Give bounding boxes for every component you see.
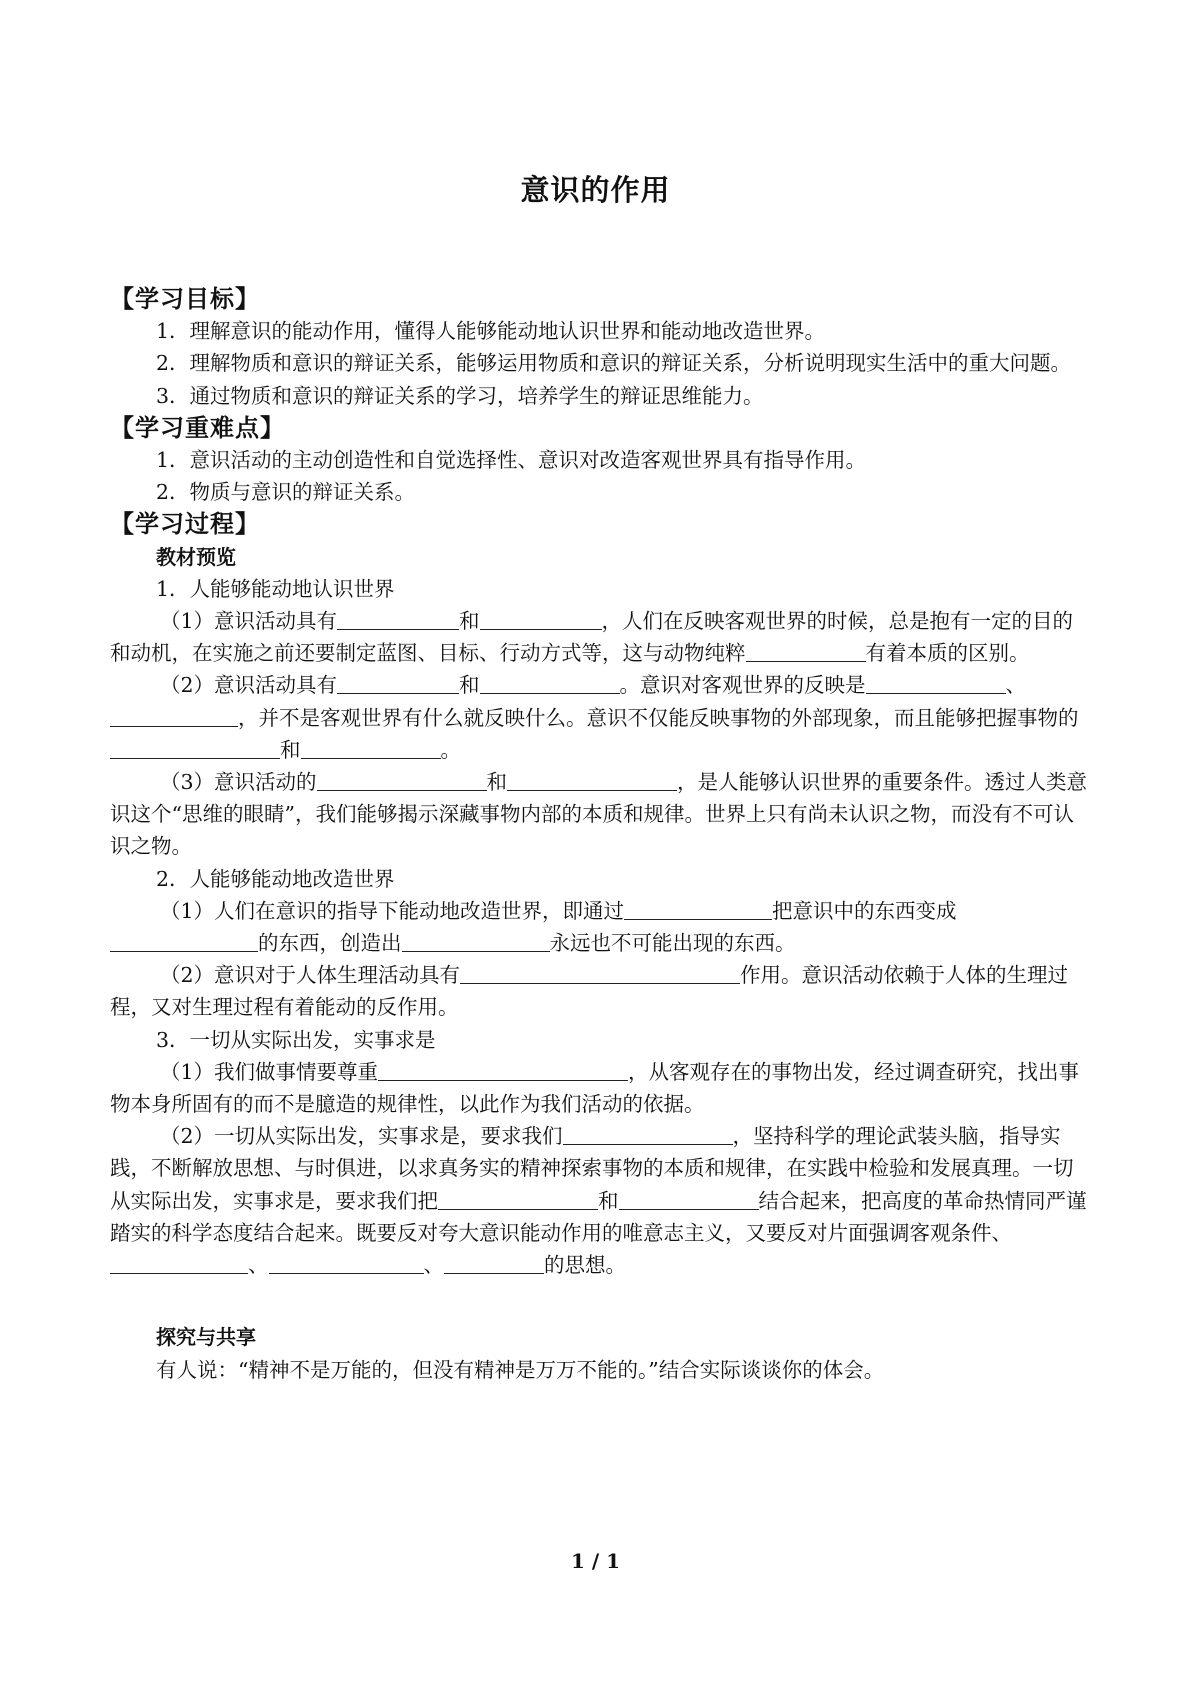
key-point-item-2: 2．物质与意识的辩证关系。: [156, 480, 416, 505]
fill-blank[interactable]: [110, 704, 238, 727]
objective-item-3: 3．通过物质和意识的辩证关系的学习，培养学生的辩证思维能力。: [156, 383, 764, 408]
s1-paragraph-1: [110, 605, 1090, 669]
fill-blank[interactable]: [337, 607, 459, 630]
s2-paragraph-2: [110, 959, 1090, 1023]
fill-blank[interactable]: [269, 1251, 424, 1274]
fill-blank[interactable]: [301, 736, 441, 759]
fill-blank[interactable]: [480, 607, 602, 630]
fill-blank[interactable]: [337, 671, 459, 694]
preview-subtitle: 教材预览: [156, 544, 236, 569]
text-segment: 。意识对客观世界的反映是: [619, 673, 866, 698]
page-title: 意识的作用: [520, 173, 671, 207]
fill-blank[interactable]: [317, 768, 487, 791]
fill-blank[interactable]: [378, 1058, 628, 1081]
objective-item-2: 2．理解物质和意识的辩证关系，能够运用物质和意识的辩证关系，分析说明现实生活中的重大问题。: [156, 351, 1072, 376]
explore-heading: 探究与共享: [156, 1325, 256, 1350]
text-segment: 的思想。: [544, 1253, 626, 1278]
text-segment: 、: [423, 1253, 444, 1278]
text-segment: 作用。意识活动依赖于人体的生理过程，又对生理过程有着能动的反作用。: [110, 963, 1069, 1020]
fill-blank[interactable]: [402, 929, 550, 952]
text-segment: （2）意识对于人体生理活动具有: [160, 963, 461, 988]
text-segment: 和: [486, 770, 508, 795]
fill-blank[interactable]: [110, 736, 280, 759]
text-segment: 永远也不可能出现的东西。: [549, 931, 796, 956]
text-segment: 、: [248, 1253, 269, 1278]
fill-blank[interactable]: [444, 1251, 544, 1274]
text-segment: 把意识中的东西变成: [772, 898, 957, 923]
text-segment: 的东西，创造出: [258, 931, 402, 956]
page-number: 1 / 1: [570, 1549, 621, 1573]
text-segment: ，人们在反映客观世界的时候，总是抱有一定的目的和动机，在实施之前还要制定蓝图、目标、行动方式等，这与动物纯粹: [110, 609, 1074, 666]
key-points-heading: 【学习重难点】: [110, 413, 285, 442]
key-point-item-1: 1．意识活动的主动创造性和自觉选择性、意识对改造客观世界具有指导作用。: [156, 448, 867, 473]
section-3-title: 3．一切从实际出发，实事求是: [156, 1027, 436, 1052]
text-segment: 和: [459, 609, 480, 634]
text-segment: 、: [1005, 673, 1027, 698]
section-1-title: 1．人能够能动地认识世界: [156, 576, 395, 601]
process-heading: 【学习过程】: [110, 510, 260, 539]
s3-paragraph-1: [110, 1056, 1090, 1120]
fill-blank[interactable]: [507, 768, 677, 791]
text-segment: （2）一切从实际出发，实事求是，要求我们: [160, 1124, 563, 1149]
section-2-title: 2．人能够能动地改造世界: [156, 866, 395, 891]
s2-paragraph-1: [110, 895, 1090, 959]
text-segment: 。: [440, 737, 461, 762]
fill-blank[interactable]: [563, 1122, 733, 1145]
fill-blank[interactable]: [619, 1187, 759, 1210]
text-segment: （3）意识活动的: [160, 770, 317, 795]
s3-paragraph-2: [110, 1120, 1090, 1281]
fill-blank[interactable]: [110, 1251, 248, 1274]
document-body: [110, 283, 1090, 1386]
fill-blank[interactable]: [438, 1187, 598, 1210]
s1-paragraph-2: [110, 669, 1090, 766]
section-gap: [110, 1281, 1090, 1321]
fill-blank[interactable]: [866, 671, 1006, 694]
text-segment: 和: [598, 1188, 619, 1213]
text-segment: （1）人们在意识的指导下能动地改造世界，即通过: [160, 898, 625, 923]
text-segment: ，是人能够认识世界的重要条件。透过人类意识这个“思维的眼睛”，我们能够揭示深藏事物内部的本质和规律。世界上只有尚未认识之物，而没有不可认识之物。: [110, 770, 1088, 859]
text-segment: 结合起来，把高度的革命热情同严谨踏实的科学态度结合起来。既要反对夸大意识能动作用的唯意志主义，又要反对片面强调客观条件、: [110, 1188, 1087, 1245]
text-segment: （1）我们做事情要尊重: [160, 1059, 379, 1084]
text-segment: ，并不是客观世界有什么就反映什么。意识不仅能反映事物的外部现象，而且能够把握事物的: [238, 705, 1079, 730]
text-segment: 和: [280, 737, 301, 762]
fill-blank[interactable]: [480, 671, 620, 694]
fill-blank[interactable]: [624, 897, 772, 920]
fill-blank[interactable]: [746, 639, 866, 662]
explore-text: 有人说：“精神不是万能的，但没有精神是万万不能的。”结合实际谈谈你的体会。: [156, 1357, 885, 1382]
text-segment: 有着本质的区别。: [865, 641, 1030, 666]
text-segment: （2）意识活动具有: [160, 673, 338, 698]
text-segment: ，坚持科学的理论武装头脑，指导实践，不断解放思想、与时俱进，以求真务实的精神探索事物的本质和规律，在实践中检验和发展真理。一切从实际出发，实事求是，要求我们把: [110, 1124, 1074, 1213]
fill-blank[interactable]: [460, 961, 740, 984]
objective-item-1: 1．理解意识的能动作用，懂得人能够能动地认识世界和能动地改造世界。: [156, 319, 826, 344]
text-segment: 和: [459, 673, 480, 698]
text-segment: （1）意识活动具有: [160, 609, 338, 634]
objectives-heading: 【学习目标】: [110, 285, 260, 313]
fill-blank[interactable]: [110, 929, 258, 952]
s1-paragraph-3: [110, 766, 1090, 863]
text-segment: ，从客观存在的事物出发，经过调查研究，找出事物本身所固有的而不是臆造的规律性，以此作为我们活动的依据。: [110, 1059, 1080, 1117]
